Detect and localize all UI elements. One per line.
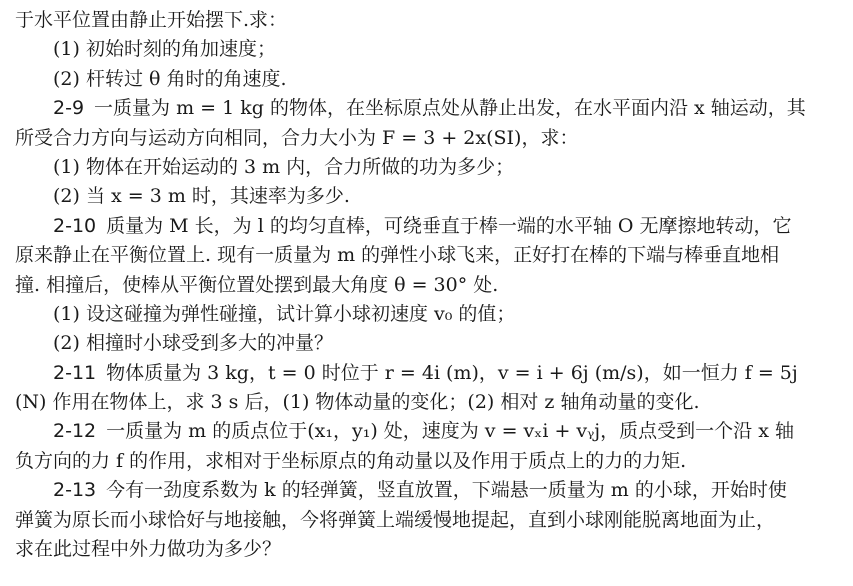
line-text: (1) 物体在开始运动的 3 m 内，合力所做的功为多少； [53,155,515,178]
line-text: (1) 设这碰撞为弹性碰撞，试计算小球初速度 v₀ 的值； [53,302,516,325]
line-text: 弹簧为原长而小球恰好与地接触，今将弹簧上端缓慢地提起，直到小球刚能脱离地面为止， [15,508,776,531]
text-line [15,241,843,270]
text-line [15,476,843,505]
line-text: 今有一劲度系数为 k 的轻弹簧，竖直放置，下端悬一质量为 m 的小球，开始时使 [106,479,787,502]
problem-number: 2-9 [53,97,85,120]
line-text: (2) 当 x = 3 m 时，其速率为多少. [53,185,350,208]
text-line [15,35,843,64]
text-line [15,212,843,241]
text-line [15,6,843,35]
text-line [15,535,843,564]
line-text: 负方向的力 f 的作用，求相对于坐标原点的角动量以及作用于质点上的力的力矩. [15,449,687,472]
text-line [15,94,843,123]
problem-number: 2-10 [53,214,97,237]
line-text: (1) 初始时刻的角加速度； [53,38,276,61]
text-line [15,329,843,358]
text-line [15,271,843,300]
line-text: (2) 相撞时小球受到多大的冲量？ [53,332,333,355]
line-text: 物体质量为 3 kg，t = 0 时位于 r = 4i (m)，v = i + 6j (m/s)，如一恒力 f = 5j [106,361,798,384]
text-line [15,153,843,182]
line-text: 质量为 M 长，为 l 的均匀直棒，可绕垂直于棒一端的水平轴 O 无摩擦地转动，它 [106,214,792,237]
line-text: 原来静止在平衡位置上. 现有一质量为 m 的弹性小球飞来，正好打在棒的下端与棒垂直地相 [15,244,780,267]
line-text: 于水平位置由静止开始摆下.求： [15,9,288,31]
text-line [15,65,843,94]
line-text: 一质量为 m 的质点位于(x₁，y₁) 处，速度为 v = vₓi + vᵧj，质点受到一个沿 x 轴 [106,420,794,443]
problem-number: 2-12 [53,420,97,443]
text-line [15,300,843,329]
line-text: 撞. 相撞后，使棒从平衡位置处摆到最大角度 θ = 30° 处. [15,273,499,296]
line-text: (2) 杆转过 θ 角时的角速度. [53,67,287,90]
text-line [15,447,843,476]
text-line [15,417,843,446]
text-line [15,506,843,535]
line-text: 所受合力方向与运动方向相同，合力大小为 F = 3 + 2x(SI)，求： [15,126,579,149]
problem-number: 2-13 [53,479,97,502]
line-text: 求在此过程中外力做功为多少？ [15,538,282,561]
text-line [15,359,843,388]
text-line [15,388,843,417]
line-text: 一质量为 m = 1 kg 的物体，在坐标原点处从静止出发，在水平面内沿 x 轴运动，其 [94,97,806,120]
text-line [15,124,843,153]
text-line [15,182,843,211]
line-text: (N) 作用在物体上，求 3 s 后，(1) 物体动量的变化；(2) 相对 z 轴角动量的变化. [15,391,700,414]
problem-number: 2-11 [53,361,97,384]
